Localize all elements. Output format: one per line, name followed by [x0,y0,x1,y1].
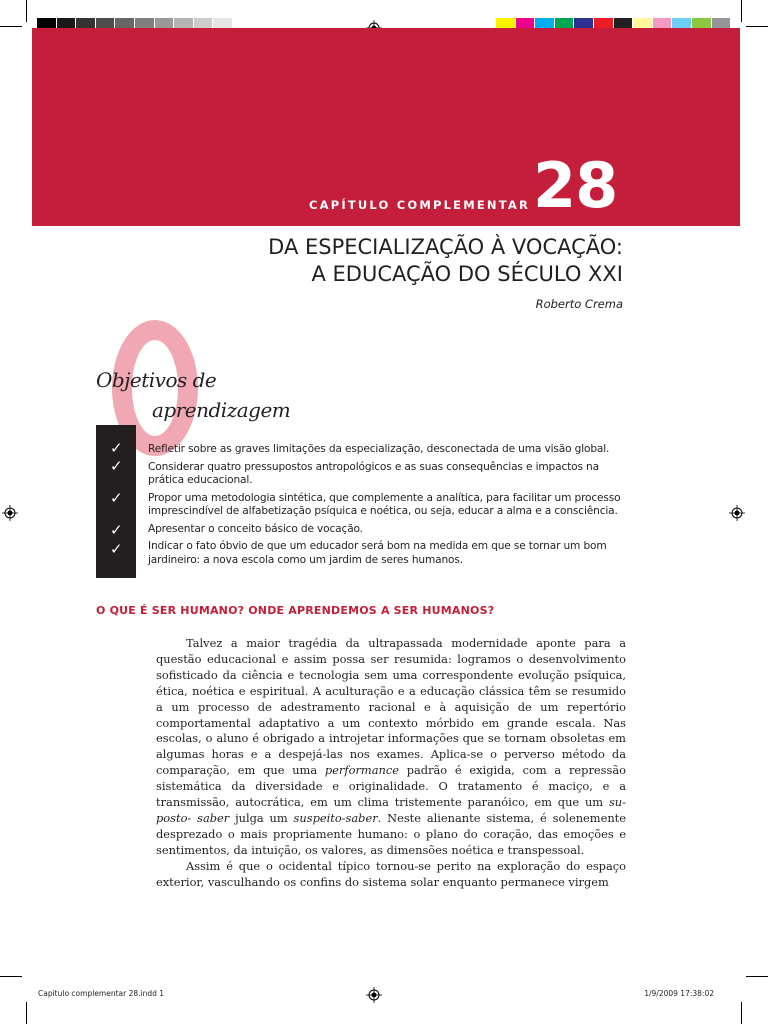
chapter-title-line1: DA ESPECIALIZAÇÃO À VOCAÇÃO: [268,235,623,259]
crop-mark [26,1002,27,1024]
checkmark-icon: ✓ [110,489,123,507]
chapter-banner [32,28,740,226]
chapter-label: CAPÍTULO COMPLEMENTAR [309,198,531,212]
checkmark-icon: ✓ [110,457,123,475]
crop-mark [741,0,742,22]
body-paragraph: Talvez a maior tragédia da ultrapassada modernidade aponte para a questão educacional e assim possa ser resumida: logramos o desenvolvimento sofisticado da ciência e tecnologia sem uma correspondente evolução psíquica, ética, noética e espiritual. A aculturação e a educação clássica têm se resumido a um processo de adestramento racional e à aquisição de um repertório comportamental adaptativo a um contexto mórbido em grande escala. Nas escolas, o aluno é obrigado a introjetar informações que se tornam obsoletas em algumas horas e a despejá-las nos exames. Aplica-se o perverso método da comparação, em que uma performance padrão é exigida, com a repressão sistemática da diversidade e originalidade. O tratamento é maciço, e a transmissão, autocrática, em um clima tristemente paranóico, em que um suposto- saber julga um suspeito-saber. Neste alienante sistema, é solenemente desprezado o mais propriamente humano: o plano do coração, das emoções e sentimentos, da intuição, os valores, as dimensões noética e transpessoal. [156,636,626,857]
objective-item: Indicar o fato óbvio de que um educador será bom na medida em que se tornar um bom jardineiro: a nova escola como um jardim de seres humanos. [148,540,607,566]
objectives-heading-line1: Objetivos de [96,368,217,392]
crop-mark [0,26,22,27]
crop-mark [26,0,27,22]
crop-mark [741,1002,742,1024]
registration-mark-icon [2,505,18,521]
author-name: Roberto Crema [535,297,623,311]
body-text [156,636,626,891]
objectives-list [148,443,628,571]
registration-mark-icon [729,505,745,521]
objectives-heading-line2: aprendizagem [152,398,291,422]
chapter-title-line2: A EDUCAÇÃO DO SÉCULO XXI [311,262,623,286]
crop-mark [746,976,768,977]
objective-item: Refletir sobre as graves limitações da especialização, desconectada de uma visão global. [148,443,610,455]
file-slug: Capitulo complementar 28.indd 1 [38,989,165,998]
objective-item: Considerar quatro pressupostos antropológicos e as suas consequências e impactos na prática educacional. [148,460,599,486]
crop-mark [0,976,22,977]
section-heading: O QUE É SER HUMANO? ONDE APRENDEMOS A SER HUMANOS? [96,604,495,617]
crop-mark [746,26,768,27]
chapter-title [268,234,623,288]
registration-mark-icon [366,987,382,1003]
objective-item: Apresentar o conceito básico de vocação. [148,522,363,535]
checkmark-icon: ✓ [110,439,123,457]
chapter-number: 28 [533,149,618,222]
objective-item: Propor uma metodologia sintética, que complemente a analítica, para facilitar um processo imprescindível de alfabetização psíquica e noética, ou seja, educar a alma e a consciência. [148,491,621,517]
body-paragraph: Assim é que o ocidental típico tornou-se perito na exploração do espaço exterior, vasculhando os confins do sistema solar enquanto permanece virgem [156,858,626,889]
checkmark-icon: ✓ [110,521,123,539]
checkmark-icon: ✓ [110,540,123,558]
print-timestamp: 1/9/2009 17:38:02 [644,989,714,998]
